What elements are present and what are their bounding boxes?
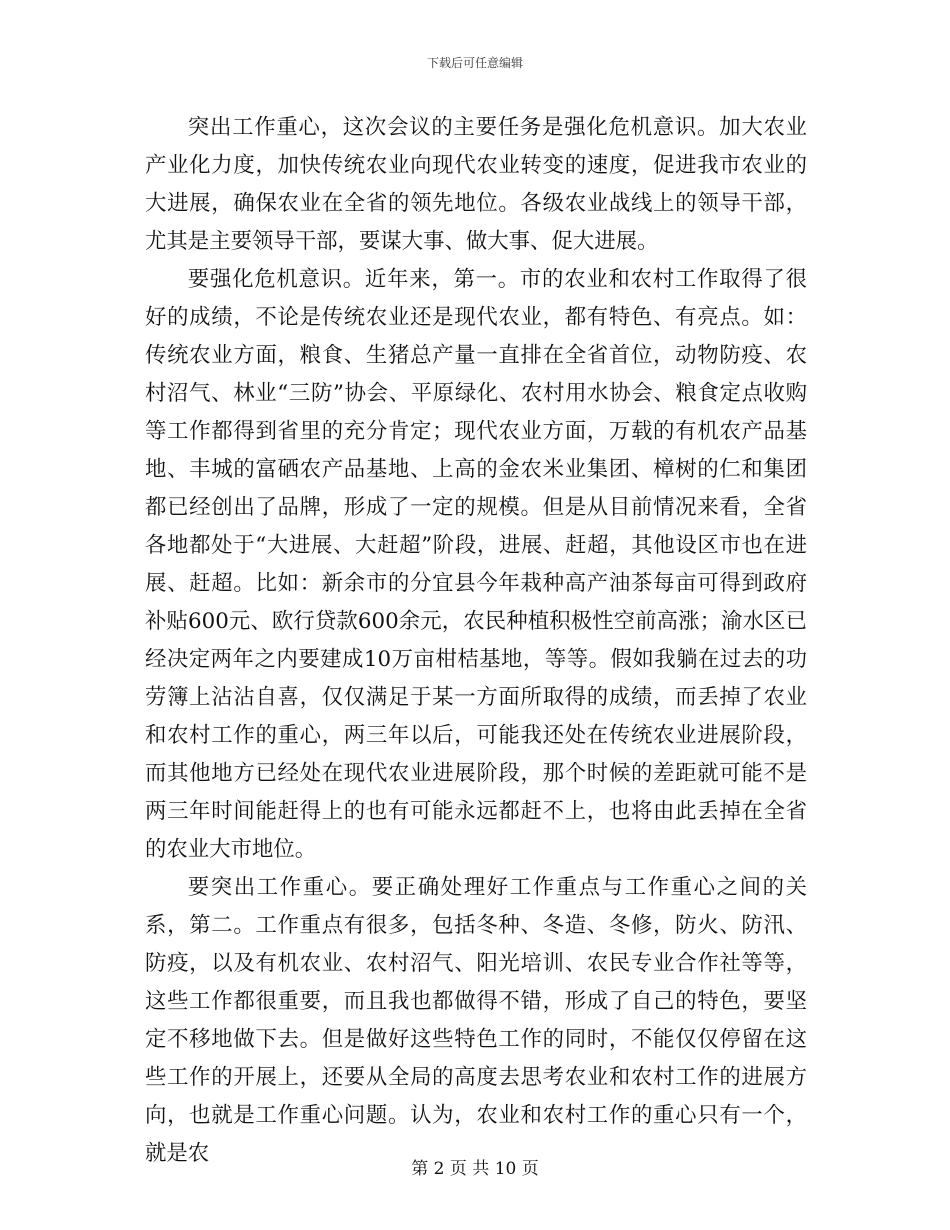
page-header-note: 下载后可任意编辑 — [426, 56, 523, 70]
page-number-footer: 第 2 页 共 10 页 — [411, 1159, 539, 1179]
paragraph-3: 要突出工作重心。要正确处理好工作重点与工作重心之间的关系，第二。工作重点有很多，包括冬种、冬造、冬修，防火、防汛、防疫，以及有机农业、农村沼气、阳光培训、农民专业合作社等等，这些工作都很重要，而且我也都做得不错，形成了自己的特色，要坚定不移地做下去。但是做好这些特色工作的同时，不能仅仅停留在这些工作的开展上，还要从全局的高度去思考农业和农村工作的进展方向，也就是工作重心问题。认为，农业和农村工作的重心只有一个，就是农 — [145, 875, 807, 1166]
paragraph-2: 要强化危机意识。近年来，第一。市的农业和农村工作取得了很好的成绩，不论是传统农业还是现代农业，都有特色、有亮点。如：传统农业方面，粮食、生猪总产量一直排在全省首位，动物防疫、农村沼气、林业“三防”协会、平原绿化、农村用水协会、粮食定点收购等工作都得到省里的充分肯定；现代农业方面，万载的有机农产品基地、丰城的富硒农产品基地、上高的金农米业集团、樟树的仁和集团都已经创出了品牌，形成了一定的规模。但是从目前情况来看，全省各地都处于“大进展、大赶超”阶段，进展、赶超，其他设区市也在进展、赶超。比如：新余市的分宜县今年栽种高产油茶每亩可得到政府补贴600元、欧行贷款600余元，农民种植积极性空前高涨；渝水区已经决定两年之内要建成10万亩柑桔基地，等等。假如我躺在过去的功劳簿上沾沾自喜，仅仅满足于某一方面所取得的成绩，而丢掉了农业和农村工作的重心，两三年以后，可能我还处在传统农业进展阶段，而其他地方已经处在现代农业进展阶段，那个时候的差距就可能不是两三年时间能赶得上的也有可能永远都赶不上，也将由此丢掉在全省的农业大市地位。 — [145, 267, 807, 862]
document-body — [145, 109, 807, 1173]
paragraph-1: 突出工作重心，这次会议的主要任务是强化危机意识。加大农业产业化力度，加快传统农业向现代农业转变的速度，促进我市农业的大进展，确保农业在全省的领先地位。各级农业战线上的领导干部，尤其是主要领导干部，要谋大事、做大事、促大进展。 — [145, 115, 807, 254]
